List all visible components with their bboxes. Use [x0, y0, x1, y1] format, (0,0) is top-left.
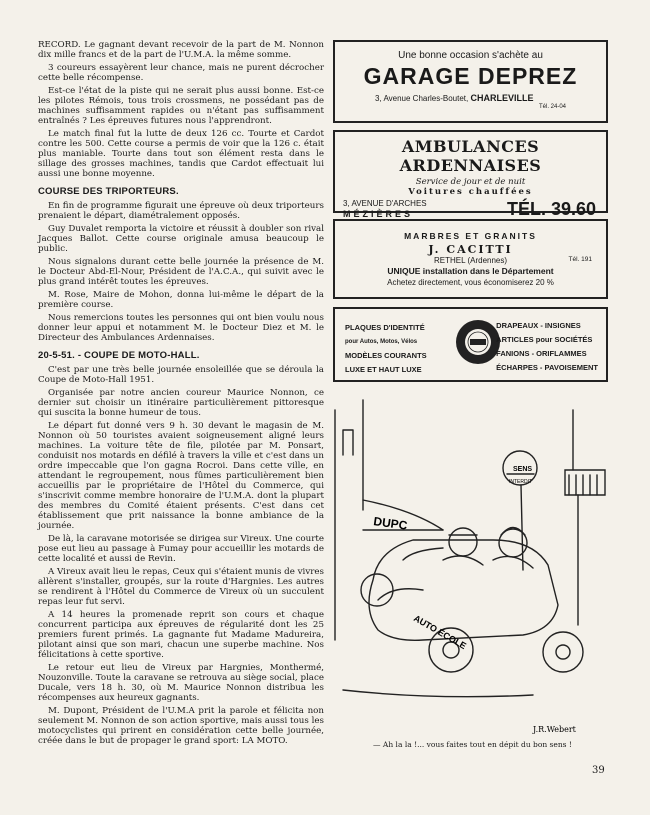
ad-left-list: [345, 321, 427, 377]
paragraph: M. Dupont, Président de l'U.M.A prit la parole et félicita non seulement M. Nonnon de son action sportive, mais aussi tous les motocyclistes qui prirent en considération cette belle journée, créée dans le but de propager le grand sport: LA MOTO.: [38, 706, 324, 746]
ad-line: FANIONS - ORIFLAMMES: [496, 349, 587, 358]
ad-address-street: 3, AVENUE D'ARCHES: [343, 199, 427, 208]
ad-line: ARTICLES pour SOCIÉTÉS: [496, 335, 593, 344]
paragraph: Le match final fut la lutte de deux 126 cc. Tourte et Cardot contre les 500. Cette course a permis de voir que la 126 c. était plus maniable. Tourte dans tout son élément resta dans le sillage des grosses machines, tandis que Cardot effectuait lui aussi une bonne moyenne.: [38, 129, 324, 179]
paragraph: A 14 heures la promenade reprit son cours et chaque concurrent participa aux épreuves de régularité dont les 25 premiers furent primés. La gagnante fut Madame Madureira, pilotant ainsi que son mari, chacun une superbe machine. Nos félicitations à cette sportive.: [38, 610, 324, 660]
ad-contact-row: [335, 197, 606, 220]
ad-business-name: GARAGE DEPREZ: [363, 63, 578, 89]
paragraph: M. Rose, Maire de Mohon, donna lui-même le départ de la première course.: [38, 290, 324, 310]
shop-sign: DUPC: [372, 514, 409, 533]
paragraph: C'est par une très belle journée ensoleillée que se déroula la Coupe de Moto-Hall 1951.: [38, 365, 324, 385]
ad-line: PLAQUES D'IDENTITÉ: [345, 323, 425, 332]
artist-signature: J.R.Webert: [533, 725, 576, 734]
ad-marbres-granits: [333, 219, 608, 299]
ad-garage-deprez: [333, 40, 608, 123]
paragraph: De là, la caravane motorisée se dirigea sur Vireux. Une courte pose eut lieu au passage à Fumay pour accueillir les motards de cette localité et aussi de Revin.: [38, 534, 324, 564]
paragraph: Le retour eut lieu de Vireux par Hargnies, Monthermé, Nouzonville. Toute la caravane se retrouva au siège social, place Ducale, vers 18 h. 30, où M. Maurice Nonnon distribua les récompenses aux heureux gagnants.: [38, 663, 324, 703]
paragraph: Est-ce l'état de la piste qui ne serait plus aussi bonne. Est-ce les pilotes Rémois, tous trois crossmens, ne possédant pas de machines suffisamment rapides ou n'étant pas suffisamment entraînés ? Les épreuves futures nous l'apprendront.: [38, 86, 324, 126]
sign-text: INTERDIT: [509, 479, 533, 485]
ad-line: MODÈLES COURANTS: [345, 351, 427, 360]
ad-business-name: AMBULANCES ARDENNAISES: [399, 137, 542, 175]
ad-address-city: MÉZIÈRES: [343, 209, 414, 219]
ad-ambulances: [333, 130, 608, 219]
ad-address: [335, 93, 606, 103]
paragraph: En fin de programme figurait une épreuve où deux triporteurs prenaient le départ, diamétralement opposés.: [38, 201, 324, 221]
paragraph: Nous signalons durant cette belle journée la présence de M. le Docteur Abd-El-Nour, Président de l'A.C.A., qui suivit avec le plus grand intérêt toutes les épreuves.: [38, 257, 324, 287]
ad-business-name: J. CACITTI: [428, 243, 513, 256]
ad-voitures: Voitures chauffées: [408, 187, 533, 197]
section-heading-moto-hall: 20-5-51. - COUPE DE MOTO-HALL.: [38, 350, 200, 361]
graveur-seal-logo: [455, 319, 501, 365]
sign-text: SENS: [513, 466, 533, 473]
ad-line: ÉCHARPES - PAVOISEMENT: [496, 363, 598, 372]
section-heading-triporteurs: COURSE DES TRIPORTEURS.: [38, 186, 179, 197]
ad-right-list: [496, 319, 598, 375]
paragraph: Nous remercions toutes les personnes qui ont bien voulu nous donner leur appui et notamment M. le Docteur Diez et M. le Directeur des Ambulances Ardennaises.: [38, 313, 324, 343]
ad-telephone: Tél. 191: [568, 256, 592, 263]
ad-direct: Achetez directement, vous économiserez 20 %: [387, 278, 554, 287]
ad-address-city: CHARLEVILLE: [470, 93, 534, 103]
ad-line: LUXE ET HAUT LUXE: [345, 365, 422, 374]
ad-line: pour Autos, Motos, Vélos: [345, 339, 418, 345]
ad-address: [343, 199, 427, 220]
page-number: 39: [592, 765, 605, 776]
ad-telephone: Tél. 24-04: [538, 104, 566, 110]
ad-plaques-graveur: [333, 307, 608, 382]
paragraph: Le départ fut donné vers 9 h. 30 devant le magasin de M. Nonnon où 50 touristes avaient soigneusement aligné leurs machines. La voiture tête de file, pilotée par M. Ponsart, conduisit nos motards en défilé à travers la ville et c'est dans un ordre impeccable que l'on gagna Rocroi. Dans cette ville, en attendant le regroupement, nous fûmes particulièrement bien accueillis par le propriétaire de l'Hôtel du Commerce, qui s'inscrivit comme membre honoraire de l'U.M.A. dont la plupart des membres du Comité étaient présents. C'est dans cet établissement que prit naissance la bonne ambiance de la journée.: [38, 421, 324, 531]
ad-service: Service de jour et de nuit: [415, 177, 526, 187]
cartoon-illustration: [333, 390, 608, 735]
ad-telephone: TÉL. 39.60: [506, 199, 596, 219]
ad-tagline: Une bonne occasion s'achète au: [398, 50, 543, 61]
article-column: [38, 40, 324, 749]
ad-town-row: [335, 256, 606, 265]
ad-town: RETHEL (Ardennes): [433, 256, 508, 265]
car-label: AUTO ÉCOLE: [412, 613, 468, 652]
paragraph: 3 coureurs essayèrent leur chance, mais ne purent décrocher cette belle récompense.: [38, 63, 324, 83]
ad-title: MARBRES ET GRANITS: [404, 231, 537, 241]
cartoon-caption: — Ah la la !... vous faites tout en dépit du bon sens !: [373, 740, 572, 749]
paragraph: A Vireux avait lieu le repas, Ceux qui s'étaient munis de vivres allèrent s'installer, groupés, sur la route d'Hargnies. Les autres se rendirent à l'Hôtel du Commerce de Vireux où un succulent repas leur fut servi.: [38, 567, 324, 607]
paragraph: Organisée par notre ancien coureur Maurice Nonnon, ce dernier sut choisir un itinéraire particulièrement pittoresque qui suscita la bonne humeur de tous.: [38, 388, 324, 418]
ad-unique: UNIQUE installation dans le Département: [387, 266, 554, 276]
ad-address-street: 3, Avenue Charles-Boutet,: [375, 94, 471, 103]
ad-line: DRAPEAUX - INSIGNES: [496, 321, 581, 330]
paragraph: RECORD. Le gagnant devant recevoir de la part de M. Nonnon dix mille francs et de la part de l'U.M.A. la même somme.: [38, 40, 324, 60]
paragraph: Guy Duvalet remporta la victoire et réussit à doubler son rival Jacques Ballot. Cette course originale amusa beaucoup le public.: [38, 224, 324, 254]
